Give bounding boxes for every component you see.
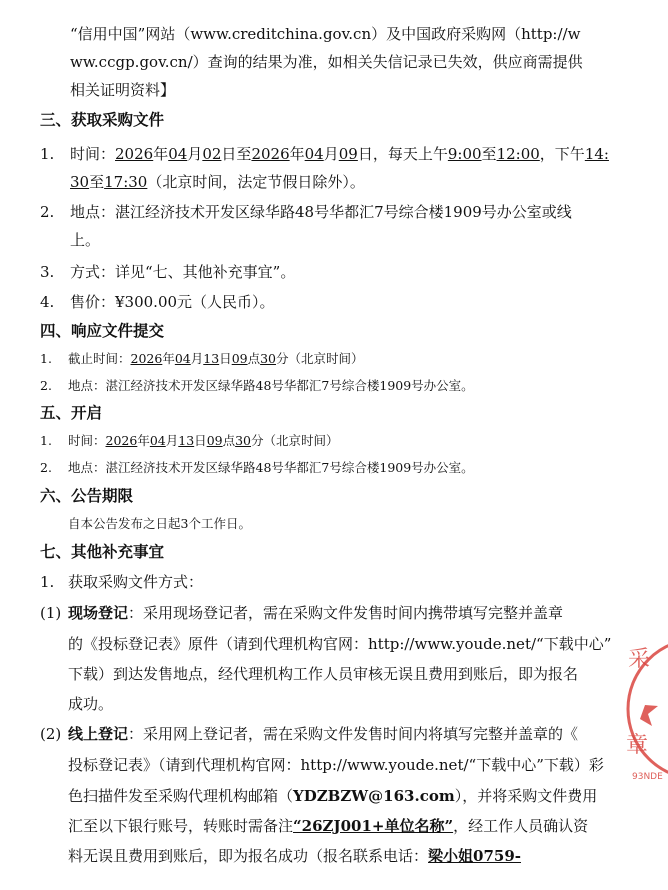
- paragraph-line: 相关证明资料】: [70, 81, 176, 99]
- paragraph-line: 汇至以下银行账号，转账时需备注“26ZJ001+单位名称”，经工作人员确认资: [68, 817, 589, 835]
- list-number: 1.: [40, 433, 52, 448]
- stamp-char: 采: [628, 647, 651, 672]
- list-item-text: 截止时间：2026年04月13日09点30分（北京时间）: [68, 351, 364, 366]
- list-number: 2.: [40, 203, 55, 221]
- list-number: 2.: [40, 460, 52, 475]
- paragraph-line: 成功。: [68, 695, 114, 713]
- list-number: (2): [40, 725, 62, 743]
- list-item-text: 地点：湛江经济技术开发区绿华路48号华都汇7号综合楼1909号办公室。: [68, 378, 474, 393]
- stamp-char: 章: [626, 733, 649, 758]
- section-heading: 六、公告期限: [40, 487, 134, 505]
- list-number: 1.: [40, 573, 55, 591]
- list-number: 3.: [40, 263, 55, 281]
- list-number: 2.: [40, 378, 52, 393]
- section-heading: 三、获取采购文件: [40, 111, 165, 129]
- list-item-text: 方式：详见“七、其他补充事宜”。: [70, 263, 296, 281]
- list-item-text: 地点：湛江经济技术开发区绿华路48号华都汇7号综合楼1909号办公室或线: [70, 203, 572, 221]
- list-item-text: 获取采购文件方式：: [68, 573, 204, 591]
- paragraph-line: 下载）到达发售地点，经代理机构工作人员审核无误且费用到账后，即为报名: [68, 665, 579, 683]
- paragraph-line: ww.ccgp.gov.cn/）查询的结果为准，如相关失信记录已失效，供应商需提供: [70, 53, 583, 71]
- official-seal-stamp: [618, 634, 668, 784]
- list-number: 4.: [40, 293, 55, 311]
- list-item-text: 售价：¥300.00元（人民币）。: [70, 293, 275, 311]
- paragraph-line: 现场登记：采用现场登记者，需在采购文件发售时间内携带填写完整并盖章: [68, 604, 564, 622]
- section-heading: 七、其他补充事宜: [40, 543, 165, 561]
- list-number: (1): [40, 604, 62, 622]
- list-item-text: 时间：2026年04月13日09点30分（北京时间）: [68, 433, 339, 448]
- paragraph-text: 自本公告发布之日起3个工作日。: [68, 516, 251, 531]
- list-number: 1.: [40, 145, 55, 163]
- paragraph-line: 色扫描件发至采购代理机构邮箱（YDZBZW@163.com），并将采购文件费用: [68, 787, 598, 805]
- list-item-text: 上。: [70, 231, 101, 249]
- list-item-text: 30至17:30（北京时间，法定节假日除外）。: [70, 173, 365, 191]
- paragraph-line: 投标登记表》（请到代理机构官网：http://www.youde.net/“下载中心”下载）彩: [68, 756, 604, 774]
- section-heading: 五、开启: [40, 404, 103, 422]
- section-heading: 四、响应文件提交: [40, 322, 165, 340]
- list-item-text: 时间：2026年04月02日至2026年04月09日，每天上午9:00至12:00，下午14:: [70, 145, 609, 163]
- paragraph-line: 料无误且费用到账后，即为报名成功（报名联系电话：梁小姐0759-: [68, 847, 521, 865]
- stamp-code: 93NDE: [632, 772, 663, 782]
- list-number: 1.: [40, 351, 52, 366]
- paragraph-line: 线上登记：采用网上登记者，需在采购文件发售时间内将填写完整并盖章的《: [68, 725, 579, 743]
- paragraph-line: “信用中国”网站（www.creditchina.gov.cn）及中国政府采购网（http://w: [70, 25, 581, 43]
- paragraph-line: 的《投标登记表》原件（请到代理机构官网：http://www.youde.net/“下载中心”: [68, 635, 612, 653]
- list-item-text: 地点：湛江经济技术开发区绿华路48号华都汇7号综合楼1909号办公室。: [68, 460, 474, 475]
